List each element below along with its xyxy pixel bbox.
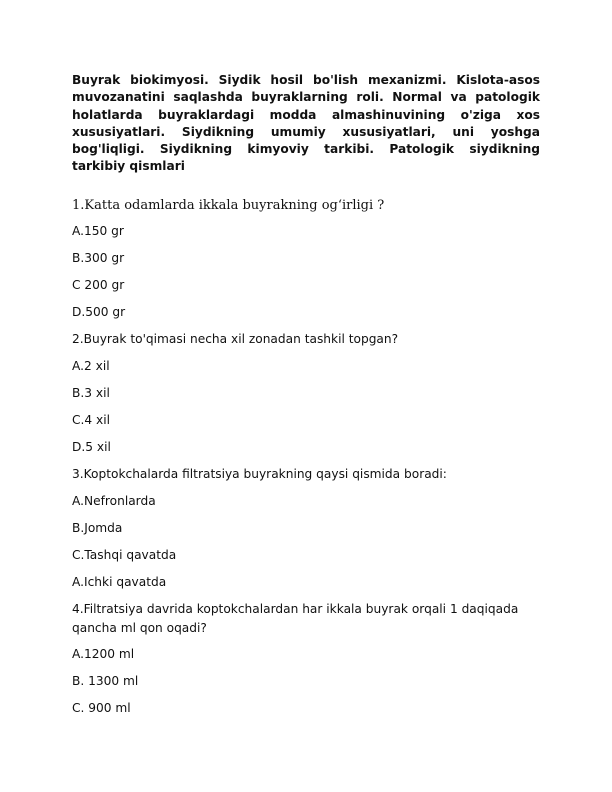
document-page — [72, 72, 540, 176]
question-1-option: C 200 gr — [72, 278, 125, 292]
question-3-option: A.Ichki qavatda — [72, 575, 167, 589]
question-3-text: 3.Koptokchalarda filtratsiya buyrakning qaysi qismida boradi: — [72, 467, 447, 481]
question-1-option: A.150 gr — [72, 224, 124, 238]
question-2-text: 2.Buyrak to'qimasi necha xil zonadan tashkil topgan? — [72, 332, 399, 346]
question-4-option: B. 1300 ml — [72, 674, 139, 688]
question-4-option: C. 900 ml — [72, 701, 131, 715]
question-2-option: D.5 xil — [72, 440, 111, 454]
question-3-option: A.Nefronlarda — [72, 494, 156, 508]
question-1-text: 1.Katta odamlarda ikkala buyrakning og‘irligi ? — [72, 198, 385, 213]
question-3-option: B.Jomda — [72, 521, 123, 535]
question-2-option: B.3 xil — [72, 386, 110, 400]
question-2-option: A.2 xil — [72, 359, 110, 373]
question-1-option: B.300 gr — [72, 251, 125, 265]
question-3-option: C.Tashqi qavatda — [72, 548, 177, 562]
question-2-option: C.4 xil — [72, 413, 110, 427]
question-1-option: D.500 gr — [72, 305, 126, 319]
question-4-option: A.1200 ml — [72, 647, 135, 661]
document-title: Buyrak biokimyosi. Siydik hosil bo'lish mexanizmi. Kislota-asos muvozanatini saqlashda buyraklarning roli. Normal va patologik holatlarda buyraklardagi modda almashinuvining o'ziga xos xususiyatlari. Siydikning umumiy xususiyatlari, uni yoshga bog'liqligi. Siydikning kimyoviy tarkibi. Patologik siydikning tarkibiy qismlari — [72, 73, 540, 174]
question-4-text: 4.Filtratsiya davrida koptokchalardan har ikkala buyrak orqali 1 daqiqada qancha ml qon oqadi? — [72, 602, 519, 635]
